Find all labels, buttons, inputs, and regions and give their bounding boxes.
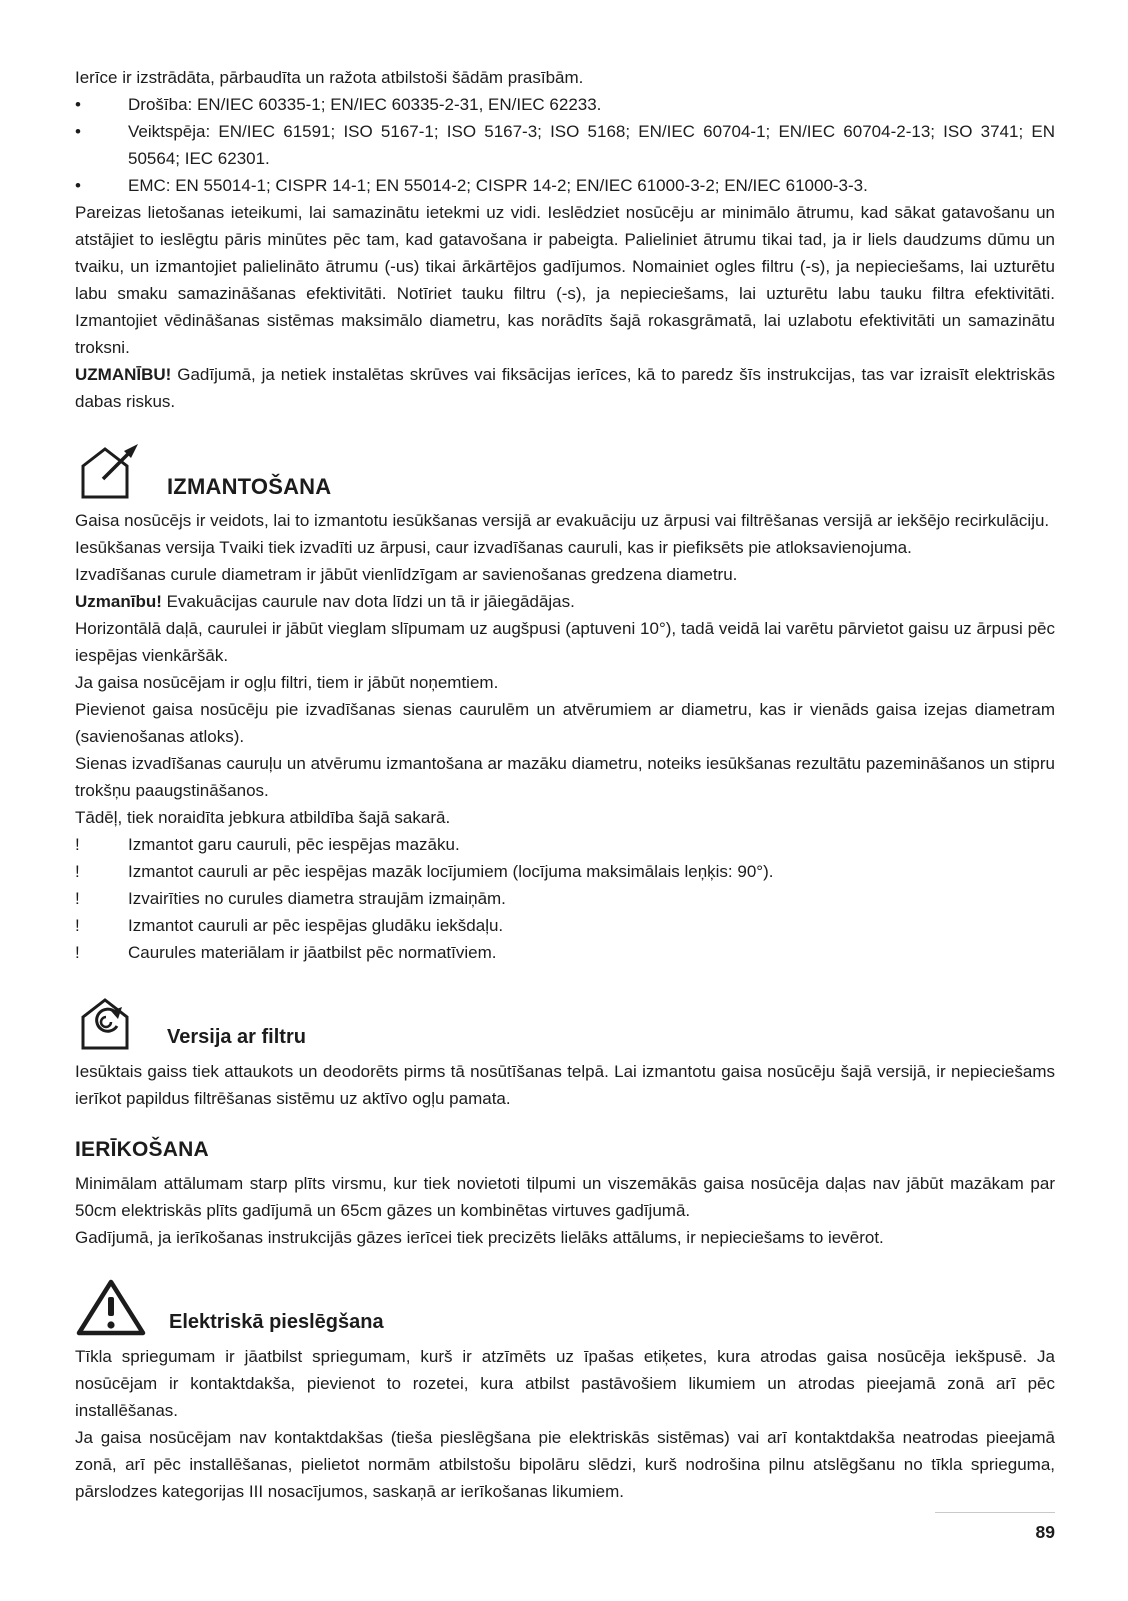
warning-list-item: ! Izmantot cauruli ar pēc iespējas mazāk locījumiem (locījuma maksimālais leņķis: 90°).	[75, 858, 1055, 885]
bullet-marker: •	[75, 176, 81, 195]
bullet-marker: •	[75, 95, 81, 114]
list-item	[75, 172, 1055, 199]
warning-lead: UZMANĪBU!	[75, 365, 172, 384]
exclaim-marker: !	[75, 835, 80, 854]
standard-emc: EMC: EN 55014-1; CISPR 14-1; EN 55014-2; CISPR 14-2; EN/IEC 61000-3-2; EN/IEC 61000-3-3.	[128, 176, 868, 195]
paragraph: Iesūkšanas versija Tvaiki tiek izvadīti uz ārpusi, caur izvadīšanas cauruli, kas ir piefiksēts pie atloksavienojuma.	[75, 538, 912, 557]
paragraph: Pievienot gaisa nosūcēju pie izvadīšanas sienas caurulēm un atvērumiem ar diametru, kas ir vienāds gaisa izejas diametram (savienošanas atloks).	[75, 700, 1055, 746]
page-number: 89	[1035, 1522, 1055, 1542]
footer-rule	[935, 1512, 1055, 1513]
bullet-marker: •	[75, 122, 81, 141]
paragraph: Gaisa nosūcējs ir veidots, lai to izmantotu iesūkšanas versijā ar evakuāciju uz ārpusi vai filtrēšanas versijā ar iekšējo recirkulāciju.	[75, 511, 1050, 530]
list-item	[75, 91, 1055, 118]
warning-text: Gadījumā, ja netiek instalētas skrūves vai fiksācijas ierīces, kā to paredz šīs instrukcijas, tas var izraisīt elektriskās dabas riskus.	[75, 365, 1055, 411]
exclaim-marker: !	[75, 916, 80, 935]
house-exhaust-icon	[75, 439, 145, 503]
warning-list-item: ! Caurules materiālam ir jāatbilst pēc normatīviem.	[75, 939, 1055, 966]
house-recirculation-icon	[75, 990, 145, 1054]
duct-caution-paragraph	[75, 588, 1055, 615]
warning-list-item: ! Izmantot garu cauruli, pēc iespējas mazāku.	[75, 831, 1055, 858]
paragraph: Sienas izvadīšanas cauruļu un atvērumu izmantošana ar mazāku diametru, noteiks iesūkšanas rezultātu pazemināšanos un stipru trokšņu paaugstināšanos.	[75, 754, 1055, 800]
standard-safety: Drošība: EN/IEC 60335-1; EN/IEC 60335-2-31, EN/IEC 62233.	[128, 95, 602, 114]
paragraph: Izvadīšanas curule diametram ir jābūt vienlīdzīgam ar savienošanas gredzena diametru.	[75, 565, 738, 584]
standard-performance: Veiktspēja: EN/IEC 61591; ISO 5167-1; ISO 5167-3; ISO 5168; EN/IEC 60704-1; EN/IEC 60704-2-13; ISO 3741; EN 50564; IEC 62301.	[128, 122, 1055, 168]
list-item	[75, 118, 1055, 172]
paragraph: Horizontālā daļā, caurulei ir jābūt vieglam slīpumam uz augšpusi (aptuveni 10°), tadā veidā lai varētu pārvietot gaisu uz ārpusi pēc iespējas vienkāršāk.	[75, 619, 1055, 665]
filter-heading: Versija ar filtru	[167, 1026, 306, 1048]
installation-heading: IERĪKOŠANA	[75, 1138, 209, 1161]
paragraph: Minimālam attālumam starp plīts virsmu, kur tiek novietoti tilpumi un viszemākās gaisa nosūcēja daļas nav jābūt mazākam par 50cm elektriskās plīts gadījumā un 65cm gāzes un kombinētas virtuves gadījumā.	[75, 1174, 1055, 1220]
exclaim-marker: !	[75, 889, 80, 908]
caution-text: Evakuācijas caurule nav dota līdzi un tā ir jāiegādājas.	[161, 592, 575, 611]
filter-paragraph: Iesūktais gaiss tiek attaukots un deodorēts pirms tā nosūtīšanas telpā. Lai izmantotu gaisa nosūcēju šajā versijā, ir nepieciešams ierīkot papildus filtrēšanas sistēmu uz aktīvo ogļu pamata.	[75, 1062, 1055, 1108]
filter-section-header	[75, 990, 1055, 1054]
usage-heading: IZMANTOŠANA	[167, 474, 332, 499]
warning-list-item: ! Izvairīties no curules diametra straujām izmaiņām.	[75, 885, 1055, 912]
paragraph: Ja gaisa nosūcējam ir ogļu filtri, tiem ir jābūt noņemtiem.	[75, 673, 499, 692]
paragraph: Gadījumā, ja ierīkošanas instrukcijās gāzes ierīcei tiek precizēts lielāks attālums, ir nepieciešams to ievērot.	[75, 1228, 884, 1247]
exclaim-marker: !	[75, 862, 80, 881]
manual-page-content	[75, 64, 1055, 1505]
warning-triangle-icon	[75, 1275, 147, 1339]
usage-section-header	[75, 439, 1055, 503]
paragraph: Tādēļ, tiek noraidīta jebkura atbildība šajā sakarā.	[75, 808, 451, 827]
electrical-heading: Elektriskā pieslēgšana	[169, 1311, 384, 1333]
page-footer	[935, 1512, 1055, 1543]
paragraph: Tīkla spriegumam ir jāatbilst spriegumam, kurš ir atzīmēts uz īpašas etiķetes, kura atrodas gaisa nosūcēja iekšpusē. Ja nosūcējam ir kontaktdakša, pievienot to rozetei, kura atbilst pastāvošiem likumiem un atrodas pieejamā zonā arī pēc installēšanas.	[75, 1347, 1055, 1420]
caution-lead: Uzmanību!	[75, 592, 162, 611]
screws-warning-paragraph	[75, 361, 1055, 415]
eco-usage-paragraph: Pareizas lietošanas ieteikumi, lai samazinātu ietekmi uz vidi. Ieslēdziet nosūcēju ar minimālo ātrumu, kad sākat gatavošanu un atstājiet to ieslēgtu pāris minūtes pēc tam, kad gatavošana ir pabeigta. Palieliniet ātrumu tikai tad, ja ir liels daudzums dūmu un tvaiku, un izmantojiet palielināto ātrumu (-us) tikai ārkārtējos gadījumos. Nomainiet ogles filtru (-s), ja nepieciešams, lai uzturētu labu smaku samazināšanas efektivitāti. Notīriet tauku filtru (-s), ja nepieciešams, lai uzturētu labu tauku filtra efektivitāti. Izmantojiet vēdināšanas sistēmas maksimālo diametru, kas norādīts šajā rokasgrāmatā, lai uzlabotu efektivitāti un samazinātu troksni.	[75, 203, 1055, 357]
exclaim-marker: !	[75, 943, 80, 962]
standards-lead: Ierīce ir izstrādāta, pārbaudīta un ražota atbilstoši šādām prasībām.	[75, 68, 584, 87]
electrical-section-header	[75, 1275, 1055, 1339]
paragraph: Ja gaisa nosūcējam nav kontaktdakšas (tieša pieslēgšana pie elektriskās sistēmas) vai arī kontaktdakša neatrodas pieejamā zonā, arī pēc installēšanas, pielietot normām atbilstošu bipolāru slēdzi, kurš nodrošina pilnu atslēgšanu no tīkla sprieguma, pārslodzes kategorijas III nosacījumos, saskaņā ar ierīkošanas likumiem.	[75, 1428, 1055, 1501]
warning-list-item: ! Izmantot cauruli ar pēc iespējas gludāku iekšdaļu.	[75, 912, 1055, 939]
